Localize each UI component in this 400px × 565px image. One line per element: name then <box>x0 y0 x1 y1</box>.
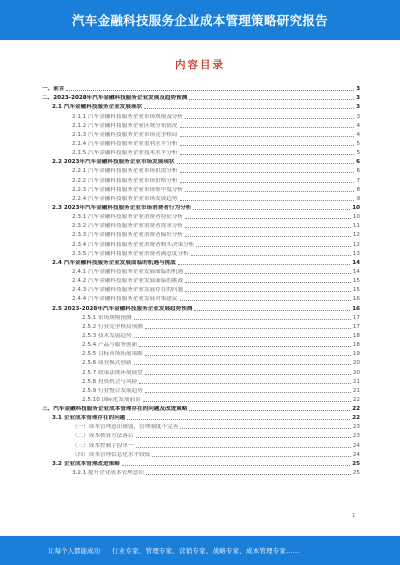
toc-entry-label: 2.2 2023年汽车金融科技服务企业市场发展现状 <box>52 159 175 166</box>
toc-leader-dots <box>189 410 350 411</box>
toc-entry[interactable] <box>42 431 360 440</box>
toc-leader-dots <box>185 273 351 274</box>
toc-leader-dots <box>180 127 355 128</box>
toc-entry-page: 16 <box>352 305 360 312</box>
toc-entry-label: 2.2.3 汽车金融科技服务企业市场集中度分析 <box>72 186 184 193</box>
toc-entry-label: 3.2.1 提升企业成本管理意识 <box>72 470 144 477</box>
toc-leader-dots <box>191 255 351 256</box>
toc-entry-label: 2.1.2 汽车金融科技服务企业区域分布情况 <box>72 122 178 129</box>
toc-entry-label: 2.4.3 汽车金融科技服务企业发展存在的问题 <box>72 287 184 294</box>
toc-entry-label: 2.4.4 汽车金融科技服务企业发展对策建议 <box>72 296 178 303</box>
footer-slogan: 让每个人都能成功 <box>48 547 100 555</box>
toc-entry-page: 11 <box>352 223 360 230</box>
toc-leader-dots <box>134 364 351 365</box>
toc-entry[interactable] <box>42 258 360 267</box>
toc-leader-dots <box>136 437 351 438</box>
toc-leader-dots <box>145 374 351 375</box>
toc-entry-label: 2.5.1 市场规模预测 <box>82 314 132 321</box>
toc-entry-label: 2.5.5 目标市场拓展策略 <box>82 351 143 358</box>
toc-entry[interactable] <box>42 157 360 166</box>
toc-leader-dots <box>180 428 351 429</box>
toc-leader-dots <box>146 474 351 475</box>
toc-entry[interactable] <box>42 440 360 449</box>
toc-entry[interactable] <box>42 166 360 175</box>
toc-entry-page: 10 <box>352 204 360 211</box>
toc-entry-page: 3 <box>356 86 360 93</box>
toc-leader-dots <box>180 172 355 173</box>
page-number: 1 <box>352 513 356 519</box>
toc-entry-label: 2.5 2023-2028年汽车金融科技服务企业发展趋势预测 <box>52 305 193 312</box>
toc-entry[interactable] <box>42 102 360 111</box>
table-of-contents <box>42 84 360 477</box>
toc-entry-page: 20 <box>352 360 360 367</box>
toc-entry[interactable] <box>42 276 360 285</box>
toc-entry-label: 2.3.5 汽车金融科技服务企业消费者满意度分析 <box>72 250 189 257</box>
toc-leader-dots <box>139 383 351 384</box>
toc-leader-dots <box>127 419 350 420</box>
toc-entry[interactable] <box>42 340 360 349</box>
toc-entry[interactable] <box>42 194 360 203</box>
toc-entry[interactable] <box>42 422 360 431</box>
toc-entry-label: 三、汽车金融科技服务企业成本管理存在的问题及改进策略 <box>42 406 188 413</box>
toc-entry[interactable] <box>42 185 360 194</box>
toc-leader-dots <box>152 456 351 457</box>
toc-entry-page: 21 <box>352 378 360 385</box>
toc-entry[interactable] <box>42 395 360 404</box>
toc-leader-dots <box>185 227 351 228</box>
toc-entry-label: 3.1 企业成本管理存在的问题 <box>52 415 126 422</box>
toc-leader-dots <box>145 328 351 329</box>
toc-entry-page: 19 <box>352 351 360 358</box>
toc-entry-label: 2.4.1 汽车金融科技服务企业发展面临的机遇 <box>72 268 184 275</box>
toc-leader-dots <box>134 337 351 338</box>
toc-entry[interactable] <box>42 285 360 294</box>
toc-entry-label: 2.2.4 汽车金融科技服务企业市场发展趋势 <box>72 195 178 202</box>
toc-entry[interactable] <box>42 230 360 239</box>
toc-leader-dots <box>185 282 351 283</box>
toc-leader-dots <box>185 218 351 219</box>
toc-entry-label: 2.5.2 行业竞争格局预测 <box>82 323 143 330</box>
toc-entry-page: 5 <box>356 140 360 147</box>
toc-entry-page: 9 <box>356 195 360 202</box>
toc-leader-dots <box>145 355 351 356</box>
toc-entry[interactable] <box>42 450 360 459</box>
toc-entry-page: 12 <box>352 232 360 239</box>
toc-leader-dots <box>134 319 351 320</box>
toc-entry[interactable] <box>42 377 360 386</box>
toc-leader-dots <box>196 246 351 247</box>
toc-entry-label: 2.1.4 汽车金融科技服务企业盈利水平分析 <box>72 140 178 147</box>
toc-entry-page: 6 <box>356 159 360 166</box>
toc-entry[interactable] <box>42 221 360 230</box>
toc-entry[interactable] <box>42 294 360 303</box>
toc-leader-dots <box>189 99 354 100</box>
toc-entry-label: 2.5.8 投资机会与风险 <box>82 378 138 385</box>
toc-entry-page: 15 <box>352 287 360 294</box>
toc-entry[interactable] <box>42 468 360 477</box>
toc-entry[interactable] <box>42 148 360 157</box>
toc-entry-label: 2.3 2023年汽车金融科技服务企业市场消费者行为分析 <box>52 204 192 211</box>
toc-leader-dots <box>177 163 355 164</box>
toc-entry[interactable] <box>42 139 360 148</box>
toc-leader-dots <box>185 191 354 192</box>
toc-entry-page: 22 <box>352 406 360 413</box>
toc-leader-dots <box>180 300 351 301</box>
toc-entry-page: 24 <box>352 451 360 458</box>
toc-entry[interactable] <box>42 267 360 276</box>
toc-leader-dots <box>143 401 351 402</box>
toc-leader-dots <box>193 209 350 210</box>
toc-entry-page: 22 <box>352 396 360 403</box>
toc-entry-page: 17 <box>352 323 360 330</box>
toc-leader-dots <box>194 310 350 311</box>
toc-entry-page: 7 <box>356 177 360 184</box>
toc-heading: 内容目录 <box>175 59 225 71</box>
toc-entry[interactable] <box>42 404 360 413</box>
toc-entry-label: 2.5.9 行业整合发展趋势 <box>82 387 143 394</box>
report-footer <box>0 536 400 565</box>
toc-entry-label: 一、前言 <box>42 86 65 93</box>
toc-leader-dots <box>66 90 354 91</box>
toc-entry-label: 2.5.10 国际化发展前景 <box>82 396 141 403</box>
toc-entry-page: 17 <box>352 314 360 321</box>
toc-leader-dots <box>144 108 354 109</box>
toc-entry-label: 2.3.4 汽车金融科技服务企业消费者购买决策分析 <box>72 241 195 248</box>
toc-entry[interactable] <box>42 459 360 468</box>
toc-entry[interactable] <box>42 84 360 93</box>
toc-leader-dots <box>180 182 355 183</box>
toc-entry-page: 14 <box>352 268 360 275</box>
toc-entry-page: 10 <box>352 214 360 221</box>
toc-entry-label: 2.2.2 汽车金融科技服务企业市场价格分析 <box>72 177 178 184</box>
toc-entry[interactable] <box>42 239 360 248</box>
toc-entry[interactable] <box>42 111 360 120</box>
toc-entry-label: 二、2023-2028年汽车金融科技服务企业发展及趋势预测 <box>42 95 188 102</box>
toc-entry-page: 4 <box>356 122 360 129</box>
toc-entry-page: 18 <box>352 342 360 349</box>
toc-entry-page: 21 <box>352 387 360 394</box>
toc-entry[interactable] <box>42 130 360 139</box>
toc-leader-dots <box>136 447 351 448</box>
toc-leader-dots <box>139 346 351 347</box>
toc-entry-label: 2.1.5 汽车金融科技服务企业技术水平分析 <box>72 150 178 157</box>
toc-entry[interactable] <box>42 349 360 358</box>
toc-entry-page: 8 <box>356 186 360 193</box>
toc-entry-label: 2.3.2 汽车金融科技服务企业消费者需求分析 <box>72 223 184 230</box>
toc-leader-dots <box>180 154 355 155</box>
toc-entry[interactable] <box>42 322 360 331</box>
toc-entry-label: 2.4 汽车金融科技服务企业发展面临的机遇与挑战 <box>52 259 176 266</box>
toc-entry-label: （二）成本核算方法落后 <box>72 433 134 440</box>
toc-entry-page: 12 <box>352 241 360 248</box>
toc-entry[interactable] <box>42 93 360 102</box>
toc-entry-page: 5 <box>356 150 360 157</box>
toc-entry-label: 2.2.1 汽车金融科技服务企业市场供需分析 <box>72 168 178 175</box>
toc-entry-label: 2.1.1 汽车金融科技服务企业市场规模及分析 <box>72 113 184 120</box>
toc-entry[interactable] <box>42 331 360 340</box>
toc-leader-dots <box>185 236 351 237</box>
toc-entry-page: 22 <box>352 415 360 422</box>
toc-entry-page: 14 <box>352 259 360 266</box>
toc-entry-page: 4 <box>356 131 360 138</box>
toc-entry-page: 20 <box>352 369 360 376</box>
toc-entry[interactable] <box>42 212 360 221</box>
report-title: 汽车金融科技服务企业成本管理策略研究报告 <box>71 13 328 28</box>
toc-entry[interactable] <box>42 121 360 130</box>
toc-entry-page: 23 <box>352 433 360 440</box>
toc-leader-dots <box>185 291 351 292</box>
toc-entry[interactable] <box>42 413 360 422</box>
toc-entry-page: 13 <box>352 250 360 257</box>
toc-entry[interactable] <box>42 303 360 312</box>
toc-entry-label: 2.1.3 汽车金融科技服务企业市场竞争格局 <box>72 131 178 138</box>
toc-entry-label: 2.3.1 汽车金融科技服务企业消费者特征分析 <box>72 214 184 221</box>
toc-entry-page: 16 <box>352 296 360 303</box>
toc-leader-dots <box>180 200 355 201</box>
toc-leader-dots <box>185 118 354 119</box>
toc-leader-dots <box>122 465 350 466</box>
toc-entry-page: 23 <box>352 424 360 431</box>
toc-entry-page: 18 <box>352 332 360 339</box>
toc-entry-label: （三）成本控制手段单一 <box>72 442 134 449</box>
toc-entry-page: 3 <box>356 95 360 102</box>
toc-entry-page: 3 <box>356 104 360 111</box>
toc-entry-label: 2.1 汽车金融科技服务企业发展现状 <box>52 104 143 111</box>
toc-entry-label: 2.5.4 产品与服务创新 <box>82 342 138 349</box>
toc-leader-dots <box>180 145 355 146</box>
toc-entry-label: 2.4.2 汽车金融科技服务企业发展面临的挑战 <box>72 278 184 285</box>
toc-entry[interactable] <box>42 313 360 322</box>
toc-entry[interactable] <box>42 358 360 367</box>
report-header <box>0 0 400 40</box>
toc-entry-page: 24 <box>352 442 360 449</box>
toc-entry[interactable] <box>42 386 360 395</box>
toc-entry-label: （四）成本管理信息化水平较低 <box>72 451 151 458</box>
toc-entry[interactable] <box>42 367 360 376</box>
toc-entry-page: 6 <box>356 168 360 175</box>
toc-leader-dots <box>145 392 351 393</box>
toc-entry[interactable] <box>42 203 360 212</box>
toc-entry-label: 2.5.3 技术发展趋势 <box>82 332 132 339</box>
toc-entry[interactable] <box>42 249 360 258</box>
footer-experts: 行业专家、管理专家、营销专家、战略专家、成本管理专家…… <box>112 547 300 555</box>
toc-entry-page: 25 <box>352 460 360 467</box>
toc-leader-dots <box>178 264 350 265</box>
toc-leader-dots <box>180 136 355 137</box>
toc-entry[interactable] <box>42 175 360 184</box>
toc-entry-label: 2.3.3 汽车金融科技服务企业消费者偏好分析 <box>72 232 184 239</box>
toc-entry-page: 3 <box>356 113 360 120</box>
toc-entry-label: （一）成本管理意识薄弱，管理制度不完善 <box>72 424 179 431</box>
toc-entry-label: 2.5.7 政策法规环境展望 <box>82 369 143 376</box>
toc-entry-label: 3.2 企业成本管理改进策略 <box>52 460 120 467</box>
toc-entry-page: 15 <box>352 278 360 285</box>
toc-entry-page: 25 <box>352 470 360 477</box>
toc-entry-label: 2.5.6 商业模式创新 <box>82 360 132 367</box>
